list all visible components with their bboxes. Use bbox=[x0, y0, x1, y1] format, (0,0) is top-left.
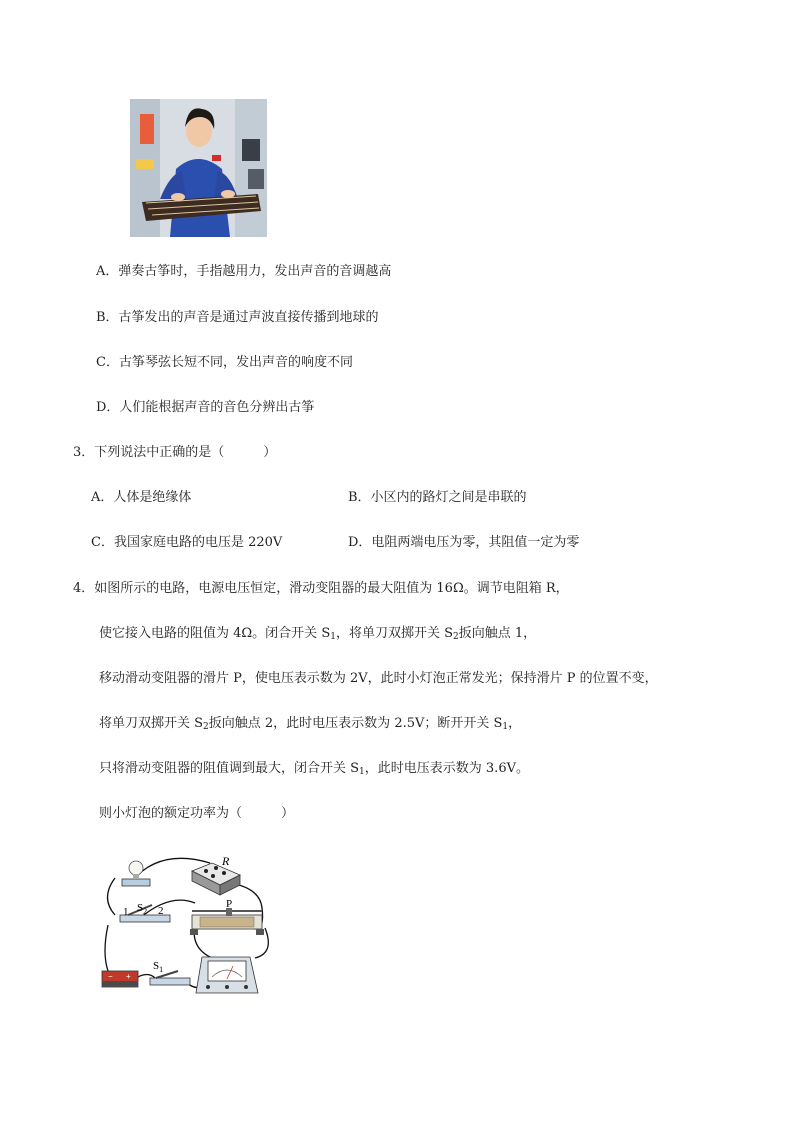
rheostat-icon bbox=[190, 908, 264, 935]
label-s2-subscript: 2 bbox=[143, 907, 148, 916]
q4-line-5 bbox=[99, 760, 529, 778]
q2-option-c: C．古筝琴弦长短不同，发出声音的响度不同 bbox=[96, 355, 353, 370]
subscript-1: 1 bbox=[330, 632, 336, 642]
label-s1-subscript: 1 bbox=[159, 965, 164, 974]
subscript-1: 1 bbox=[359, 767, 365, 777]
q4-line-4-part-a: 将单刀双掷开关 S bbox=[99, 716, 204, 731]
battery-minus-label: − bbox=[108, 972, 113, 981]
q4-line-4 bbox=[99, 715, 521, 733]
q3-option-b: B．小区内的路灯之间是串联的 bbox=[348, 490, 527, 505]
battery-plus-label: + bbox=[126, 972, 131, 981]
q4-line-2-part-a: 使它接入电路的阻值为 4Ω。闭合开关 S bbox=[99, 626, 331, 641]
label-contact-1: 1 bbox=[123, 906, 129, 918]
label-s1-letter: S bbox=[153, 960, 160, 972]
q4-line-4-part-c: ， bbox=[508, 716, 522, 731]
q4-line-2-part-c: 扳向触点 1， bbox=[458, 626, 537, 641]
q2-option-b: B．古筝发出的声音是通过声波直接传播到地球的 bbox=[96, 310, 379, 325]
voltmeter-icon bbox=[196, 957, 258, 993]
q4-line-5-part-a: 只将滑动变阻器的阻值调到最大，闭合开关 S bbox=[99, 761, 360, 776]
label-p: P bbox=[226, 898, 233, 910]
circuit-svg bbox=[100, 853, 280, 998]
q2-option-a: A．弹奏古筝时，手指越用力，发出声音的音调越高 bbox=[96, 264, 392, 279]
label-r: R bbox=[222, 854, 230, 868]
q4-line-2 bbox=[99, 625, 536, 643]
q3-stem: 3．下列说法中正确的是（ ） bbox=[73, 445, 277, 460]
q2-option-d: D．人们能根据声音的音色分辨出古筝 bbox=[96, 400, 315, 415]
q4-line-4-part-b: 扳向触点 2，此时电压表示数为 2.5V；断开开关 S bbox=[208, 716, 503, 731]
q4-line-2-part-b: ，将单刀双掷开关 S bbox=[335, 626, 454, 641]
subscript-1: 1 bbox=[502, 722, 509, 732]
label-s1 bbox=[153, 960, 163, 974]
q4-line-1: 4．如图所示的电路，电源电压恒定，滑动变阻器的最大阻值为 16Ω。调节电阻箱 R， bbox=[73, 581, 569, 596]
q4-line-5-part-b: ，此时电压表示数为 3.6V。 bbox=[364, 761, 529, 776]
light-bulb-icon bbox=[122, 861, 150, 886]
q3-option-a: A．人体是绝缘体 bbox=[91, 490, 192, 505]
subscript-2: 2 bbox=[203, 722, 209, 732]
label-s2-letter: S bbox=[137, 902, 144, 914]
q4-line-3: 移动滑动变阻器的滑片 P，使电压表示数为 2V，此时小灯泡正常发光；保持滑片 P 的位置不变， bbox=[99, 671, 658, 686]
astronaut-guzheng-photo bbox=[130, 99, 267, 237]
q3-option-c: C．我国家庭电路的电压是 220V bbox=[91, 535, 283, 550]
q3-option-d: D．电阻两端电压为零，其阻值一定为零 bbox=[348, 535, 580, 550]
label-s2 bbox=[137, 902, 147, 916]
subscript-2: 2 bbox=[453, 632, 459, 642]
circuit-diagram bbox=[100, 853, 280, 998]
q4-line-6: 则小灯泡的额定功率为（ ） bbox=[99, 806, 295, 821]
switch-s1-icon bbox=[150, 971, 190, 985]
resistance-box-icon bbox=[192, 863, 240, 895]
photo-illustration bbox=[130, 99, 267, 237]
label-contact-2: 2 bbox=[158, 905, 164, 917]
